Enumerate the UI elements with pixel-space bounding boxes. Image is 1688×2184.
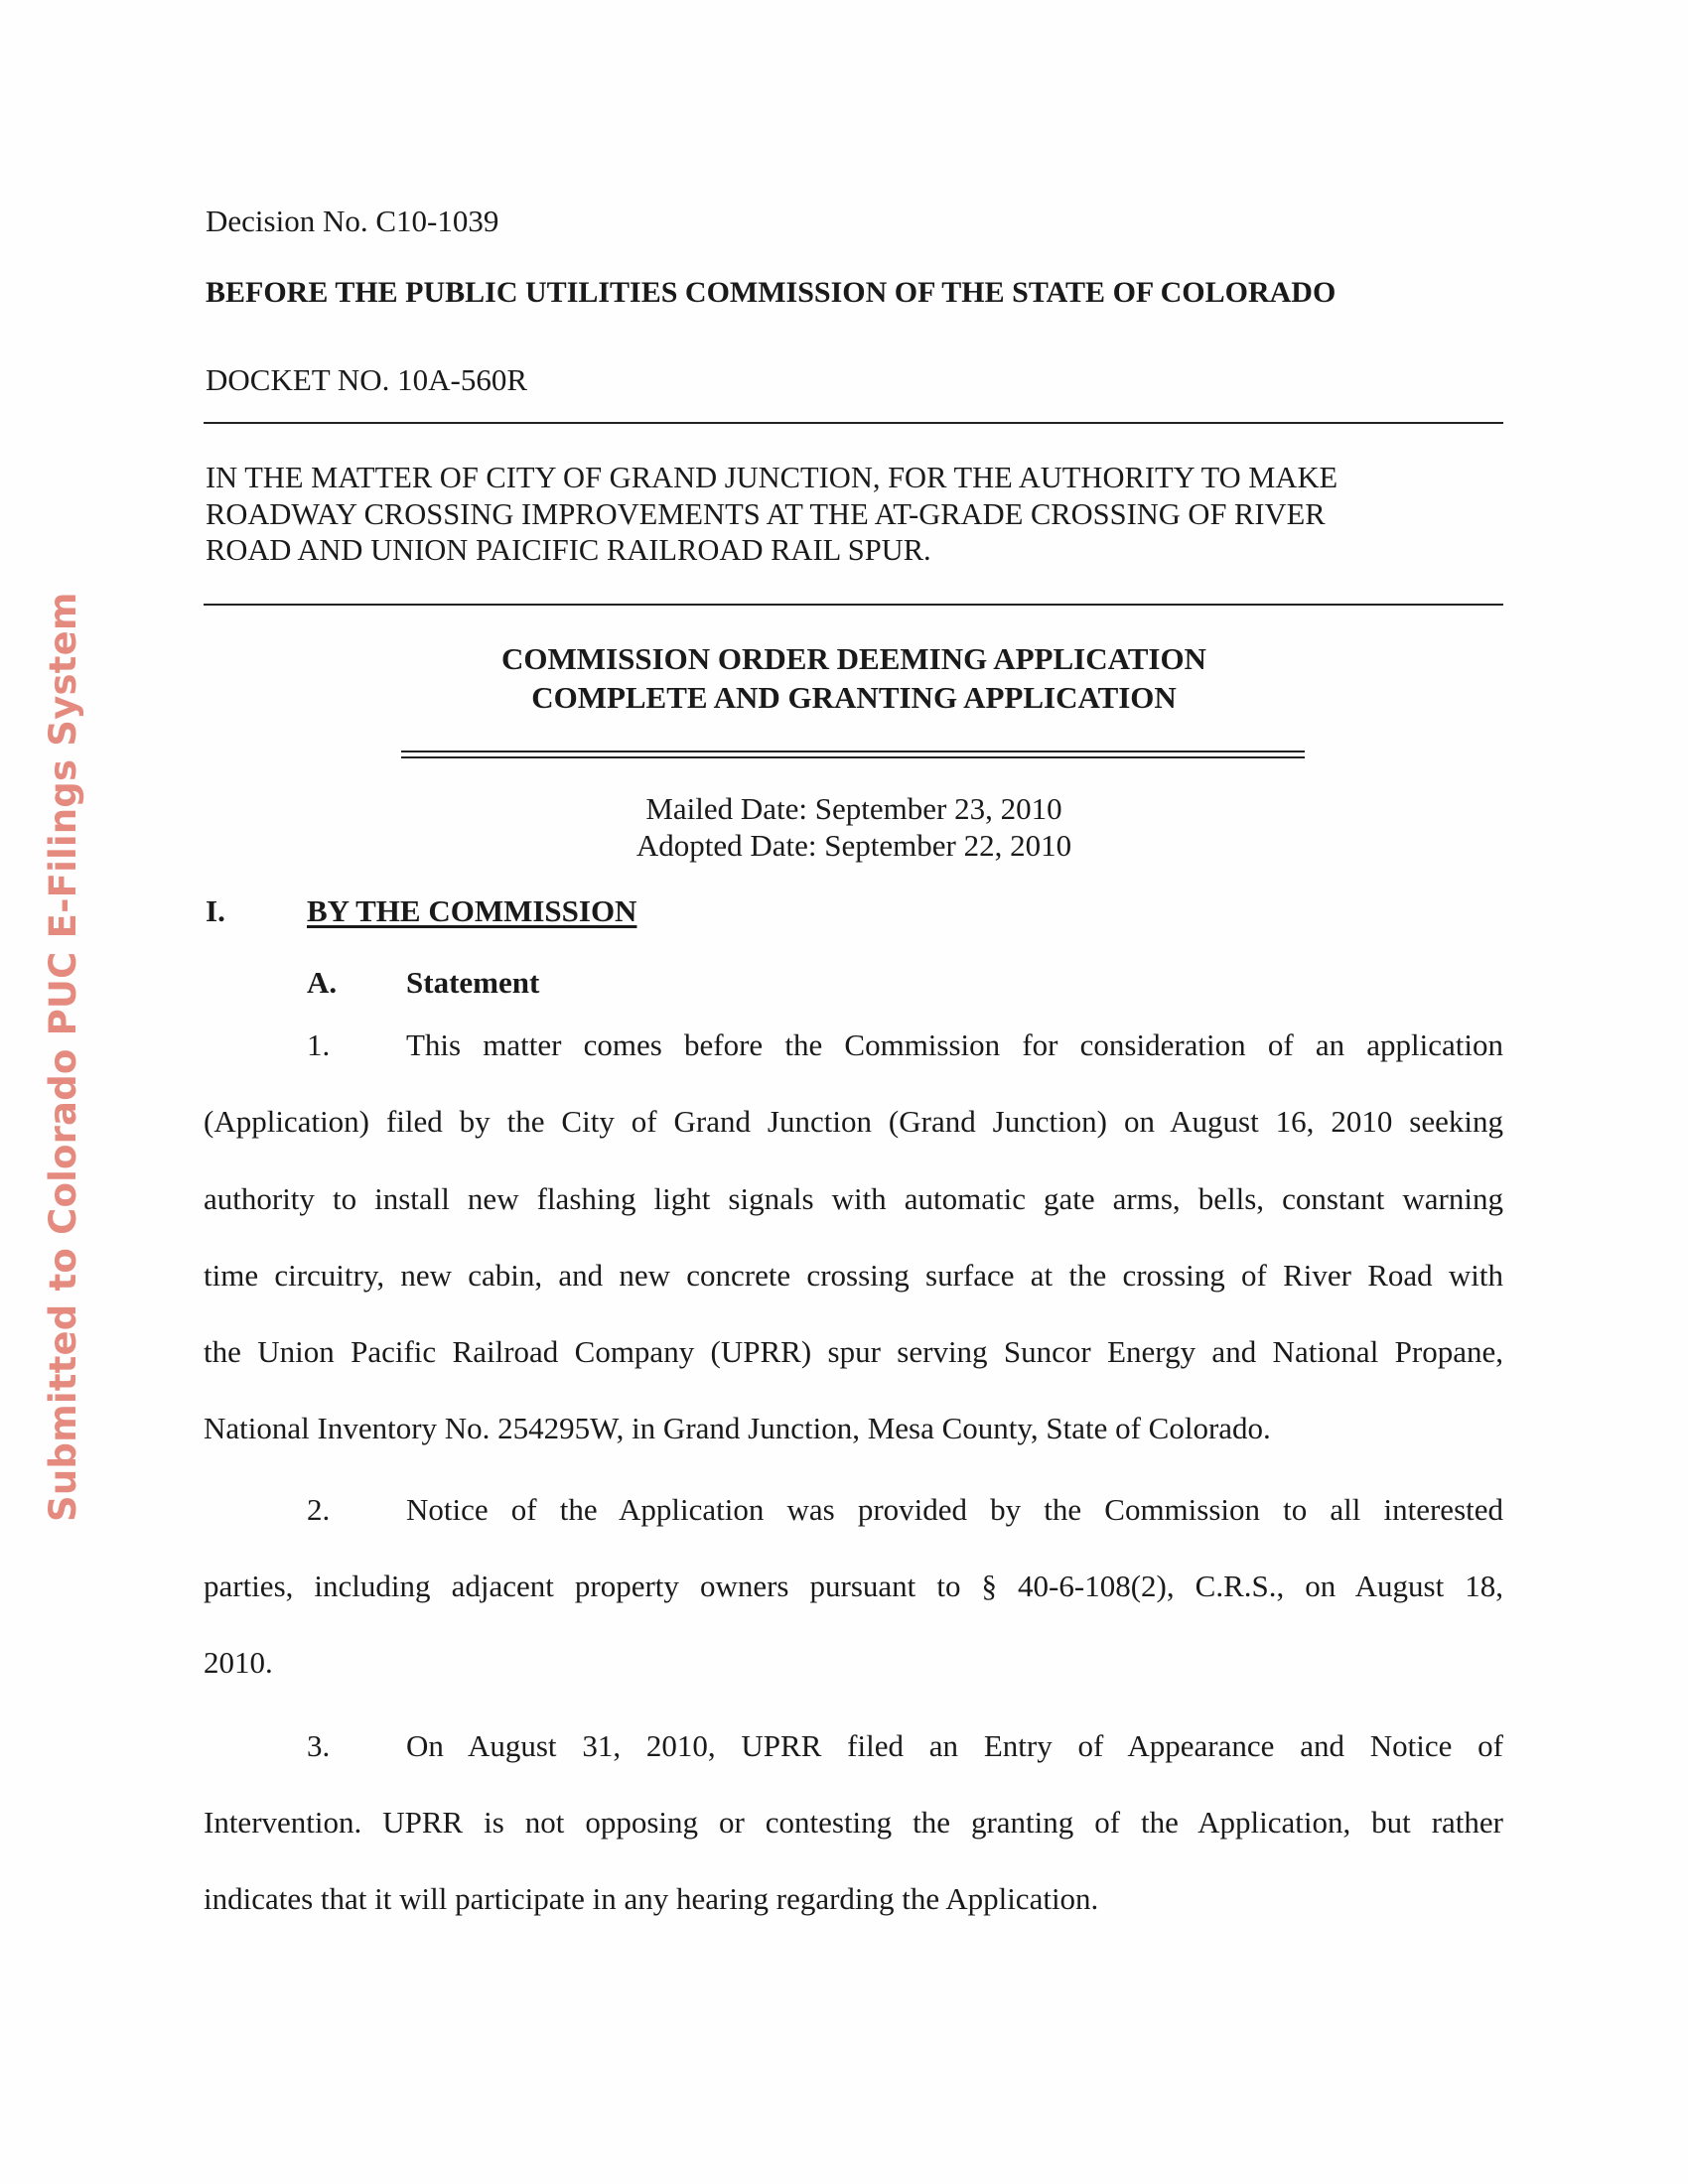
order-title-line-2: COMPLETE AND GRANTING APPLICATION xyxy=(531,680,1177,715)
paragraph-line: This matter comes before the Commission for consideration of an application xyxy=(406,1027,1503,1062)
paragraph-line: National Inventory No. 254295W, in Grand Junction, Mesa County, State of Colorado. xyxy=(204,1411,1271,1445)
subsection-title: Statement xyxy=(406,965,540,1000)
docket-number: DOCKET NO. 10A-560R xyxy=(206,362,528,397)
adopted-date: Adopted Date: September 22, 2010 xyxy=(635,828,1072,863)
divider-middle xyxy=(204,604,1503,606)
section-numeral: I. xyxy=(206,893,225,928)
paragraph-line: On August 31, 2010, UPRR filed an Entry of Appearance and Notice of xyxy=(406,1728,1503,1763)
paragraph-line: (Application) filed by the City of Grand Junction (Grand Junction) on August 16, 2010 seeking xyxy=(204,1104,1503,1139)
paragraph-line: parties, including adjacent property owners pursuant to § 40-6-108(2), C.R.S., on August 18, xyxy=(204,1569,1503,1603)
commission-heading: BEFORE THE PUBLIC UTILITIES COMMISSION OF THE STATE OF COLORADO xyxy=(206,276,1336,309)
paragraph-line: time circuitry, new cabin, and new concrete crossing surface at the crossing of River Road with xyxy=(204,1258,1503,1293)
paragraph-line: the Union Pacific Railroad Company (UPRR) spur serving Suncor Energy and National Propane, xyxy=(204,1334,1503,1369)
section-title: BY THE COMMISSION xyxy=(307,893,637,928)
paragraph-number: 2. xyxy=(307,1492,331,1527)
matter-line-1: IN THE MATTER OF CITY OF GRAND JUNCTION, FOR THE AUTHORITY TO MAKE xyxy=(206,461,1338,494)
paragraph-line: 2010. xyxy=(204,1645,273,1680)
matter-line-3: ROAD AND UNION PAICIFIC RAILROAD RAIL SPUR. xyxy=(206,533,931,567)
order-title-line-1: COMMISSION ORDER DEEMING APPLICATION xyxy=(501,641,1206,676)
paragraph-number: 1. xyxy=(307,1027,331,1062)
decision-number: Decision No. C10-1039 xyxy=(206,204,499,238)
mailed-date: Mailed Date: September 23, 2010 xyxy=(645,791,1062,826)
paragraph-line: authority to install new flashing light signals with automatic gate arms, bells, constant warning xyxy=(204,1181,1503,1216)
subsection-letter: A. xyxy=(307,965,338,1000)
divider-double xyxy=(401,751,1305,758)
divider-top xyxy=(204,422,1503,424)
paragraph-number: 3. xyxy=(307,1728,331,1763)
paragraph-line: Notice of the Application was provided by the Commission to all interested xyxy=(406,1492,1503,1527)
efiling-watermark: Submitted to Colorado PUC E-Filings System xyxy=(42,592,84,1522)
matter-line-2: ROADWAY CROSSING IMPROVEMENTS AT THE AT-GRADE CROSSING OF RIVER xyxy=(206,497,1326,531)
paragraph-line: indicates that it will participate in any hearing regarding the Application. xyxy=(204,1881,1099,1916)
paragraph-line: Intervention. UPRR is not opposing or contesting the granting of the Application, but rather xyxy=(204,1805,1503,1840)
